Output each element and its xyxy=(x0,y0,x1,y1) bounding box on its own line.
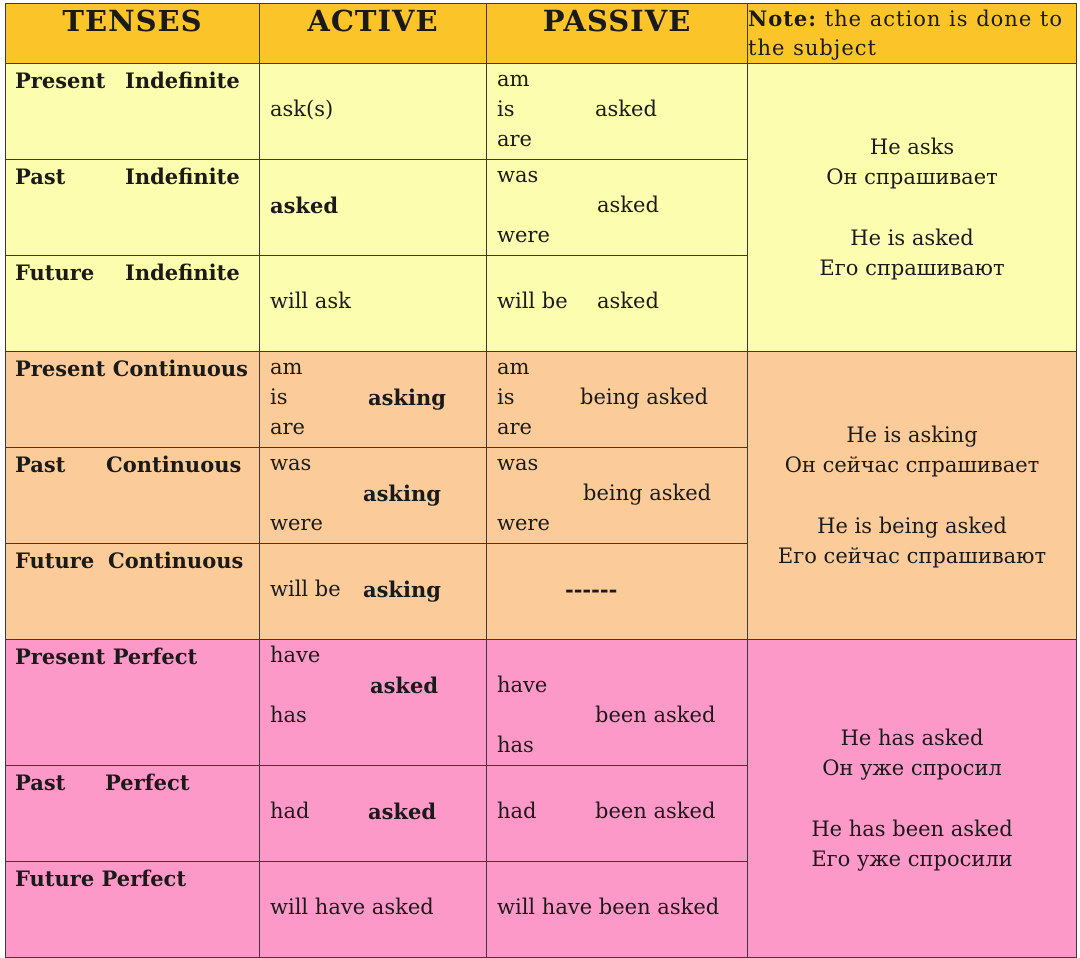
aux-will-be: will be xyxy=(270,577,341,601)
tenses-header: TENSES xyxy=(6,4,260,64)
tense-label: Past Perfect xyxy=(6,766,260,862)
active-form: asked xyxy=(270,193,339,218)
aux-had: had xyxy=(497,799,537,823)
passive-cell xyxy=(487,766,748,862)
example-cell-continuous xyxy=(748,352,1077,640)
note-label: Note: xyxy=(748,6,818,31)
active-cell xyxy=(260,544,487,640)
passive-header: PASSIVE xyxy=(487,4,748,64)
tense-label: Present Perfect xyxy=(6,640,260,766)
example-line: He asks xyxy=(869,135,955,159)
aux-was: was xyxy=(497,163,539,187)
example-line: He has been asked xyxy=(811,817,1013,841)
aux-am: am xyxy=(497,355,530,379)
participle: been asked xyxy=(595,799,716,823)
tense-label: Future Continuous xyxy=(6,544,260,640)
example-translation: Он спрашивает xyxy=(826,165,998,189)
participle: asking xyxy=(363,577,441,602)
active-cell xyxy=(260,766,487,862)
example-translation: Его сейчас спрашивают xyxy=(777,544,1047,568)
passive-cell xyxy=(487,256,748,352)
note-text: the action is done to the subject xyxy=(748,7,1064,60)
example-line: He has asked xyxy=(840,726,984,750)
aux-am: am xyxy=(270,355,303,379)
aux-have: have xyxy=(497,673,548,697)
aux-were: were xyxy=(497,223,550,247)
table-row-present-indefinite xyxy=(6,64,1077,160)
aux-had: had xyxy=(270,799,310,823)
header-row xyxy=(6,4,1077,64)
no-form-dashes: ------ xyxy=(565,577,618,602)
aux-was: was xyxy=(497,451,539,475)
table-row-present-continuous xyxy=(6,352,1077,448)
active-cell xyxy=(260,640,487,766)
passive-cell xyxy=(487,64,748,160)
tense-label: Future Perfect xyxy=(6,862,260,958)
active-cell xyxy=(260,448,487,544)
participle: being asked xyxy=(583,481,712,505)
example-line: He is asking xyxy=(846,423,978,447)
example-cell-indefinite xyxy=(748,64,1077,352)
aux-will-be: will be xyxy=(497,289,568,313)
example-line: He is being asked xyxy=(817,514,1007,538)
participle: asked xyxy=(597,289,659,313)
table-row-present-perfect xyxy=(6,640,1077,766)
active-header: ACTIVE xyxy=(260,4,487,64)
example-translation: Его уже спросили xyxy=(811,847,1013,871)
active-form: ask(s) xyxy=(270,97,334,121)
example-translation: Его спрашивают xyxy=(819,256,1005,280)
passive-form: will have been asked xyxy=(497,895,720,919)
aux-are: are xyxy=(270,415,305,439)
participle: asked xyxy=(595,97,657,121)
participle: being asked xyxy=(580,385,709,409)
passive-cell xyxy=(487,544,748,640)
participle: asking xyxy=(368,385,446,410)
example-translation: Он сейчас спрашивает xyxy=(784,453,1040,477)
participle: asked xyxy=(597,193,659,217)
example-cell-perfect xyxy=(748,640,1077,958)
active-cell xyxy=(260,64,487,160)
aux-were: were xyxy=(270,511,323,535)
active-cell xyxy=(260,256,487,352)
participle: asked xyxy=(368,799,437,824)
aux-is: is xyxy=(497,97,515,121)
tense-label: Present Continuous xyxy=(6,352,260,448)
participle: asking xyxy=(363,481,441,506)
active-form: will have asked xyxy=(270,895,434,919)
passive-cell xyxy=(487,448,748,544)
aux-is: is xyxy=(497,385,515,409)
note-header xyxy=(748,4,1077,64)
aux-are: are xyxy=(497,127,532,151)
tense-label: Past Continuous xyxy=(6,448,260,544)
tense-label: Present Indefinite xyxy=(6,64,260,160)
aux-has: has xyxy=(497,733,534,757)
passive-cell xyxy=(487,352,748,448)
passive-cell xyxy=(487,160,748,256)
aux-were: were xyxy=(497,511,550,535)
tenses-table xyxy=(5,3,1077,958)
active-form: will ask xyxy=(270,289,351,313)
active-cell xyxy=(260,160,487,256)
active-cell xyxy=(260,352,487,448)
aux-am: am xyxy=(497,67,530,91)
aux-have: have xyxy=(270,643,321,667)
participle: been asked xyxy=(595,703,716,727)
aux-is: is xyxy=(270,385,288,409)
example-translation: Он уже спросил xyxy=(822,756,1002,780)
example-line: He is asked xyxy=(850,226,974,250)
aux-was: was xyxy=(270,451,312,475)
participle: asked xyxy=(370,673,439,698)
tense-label: Past Indefinite xyxy=(6,160,260,256)
passive-cell xyxy=(487,640,748,766)
aux-are: are xyxy=(497,415,532,439)
tense-label: Future Indefinite xyxy=(6,256,260,352)
aux-has: has xyxy=(270,703,307,727)
active-cell xyxy=(260,862,487,958)
passive-cell xyxy=(487,862,748,958)
